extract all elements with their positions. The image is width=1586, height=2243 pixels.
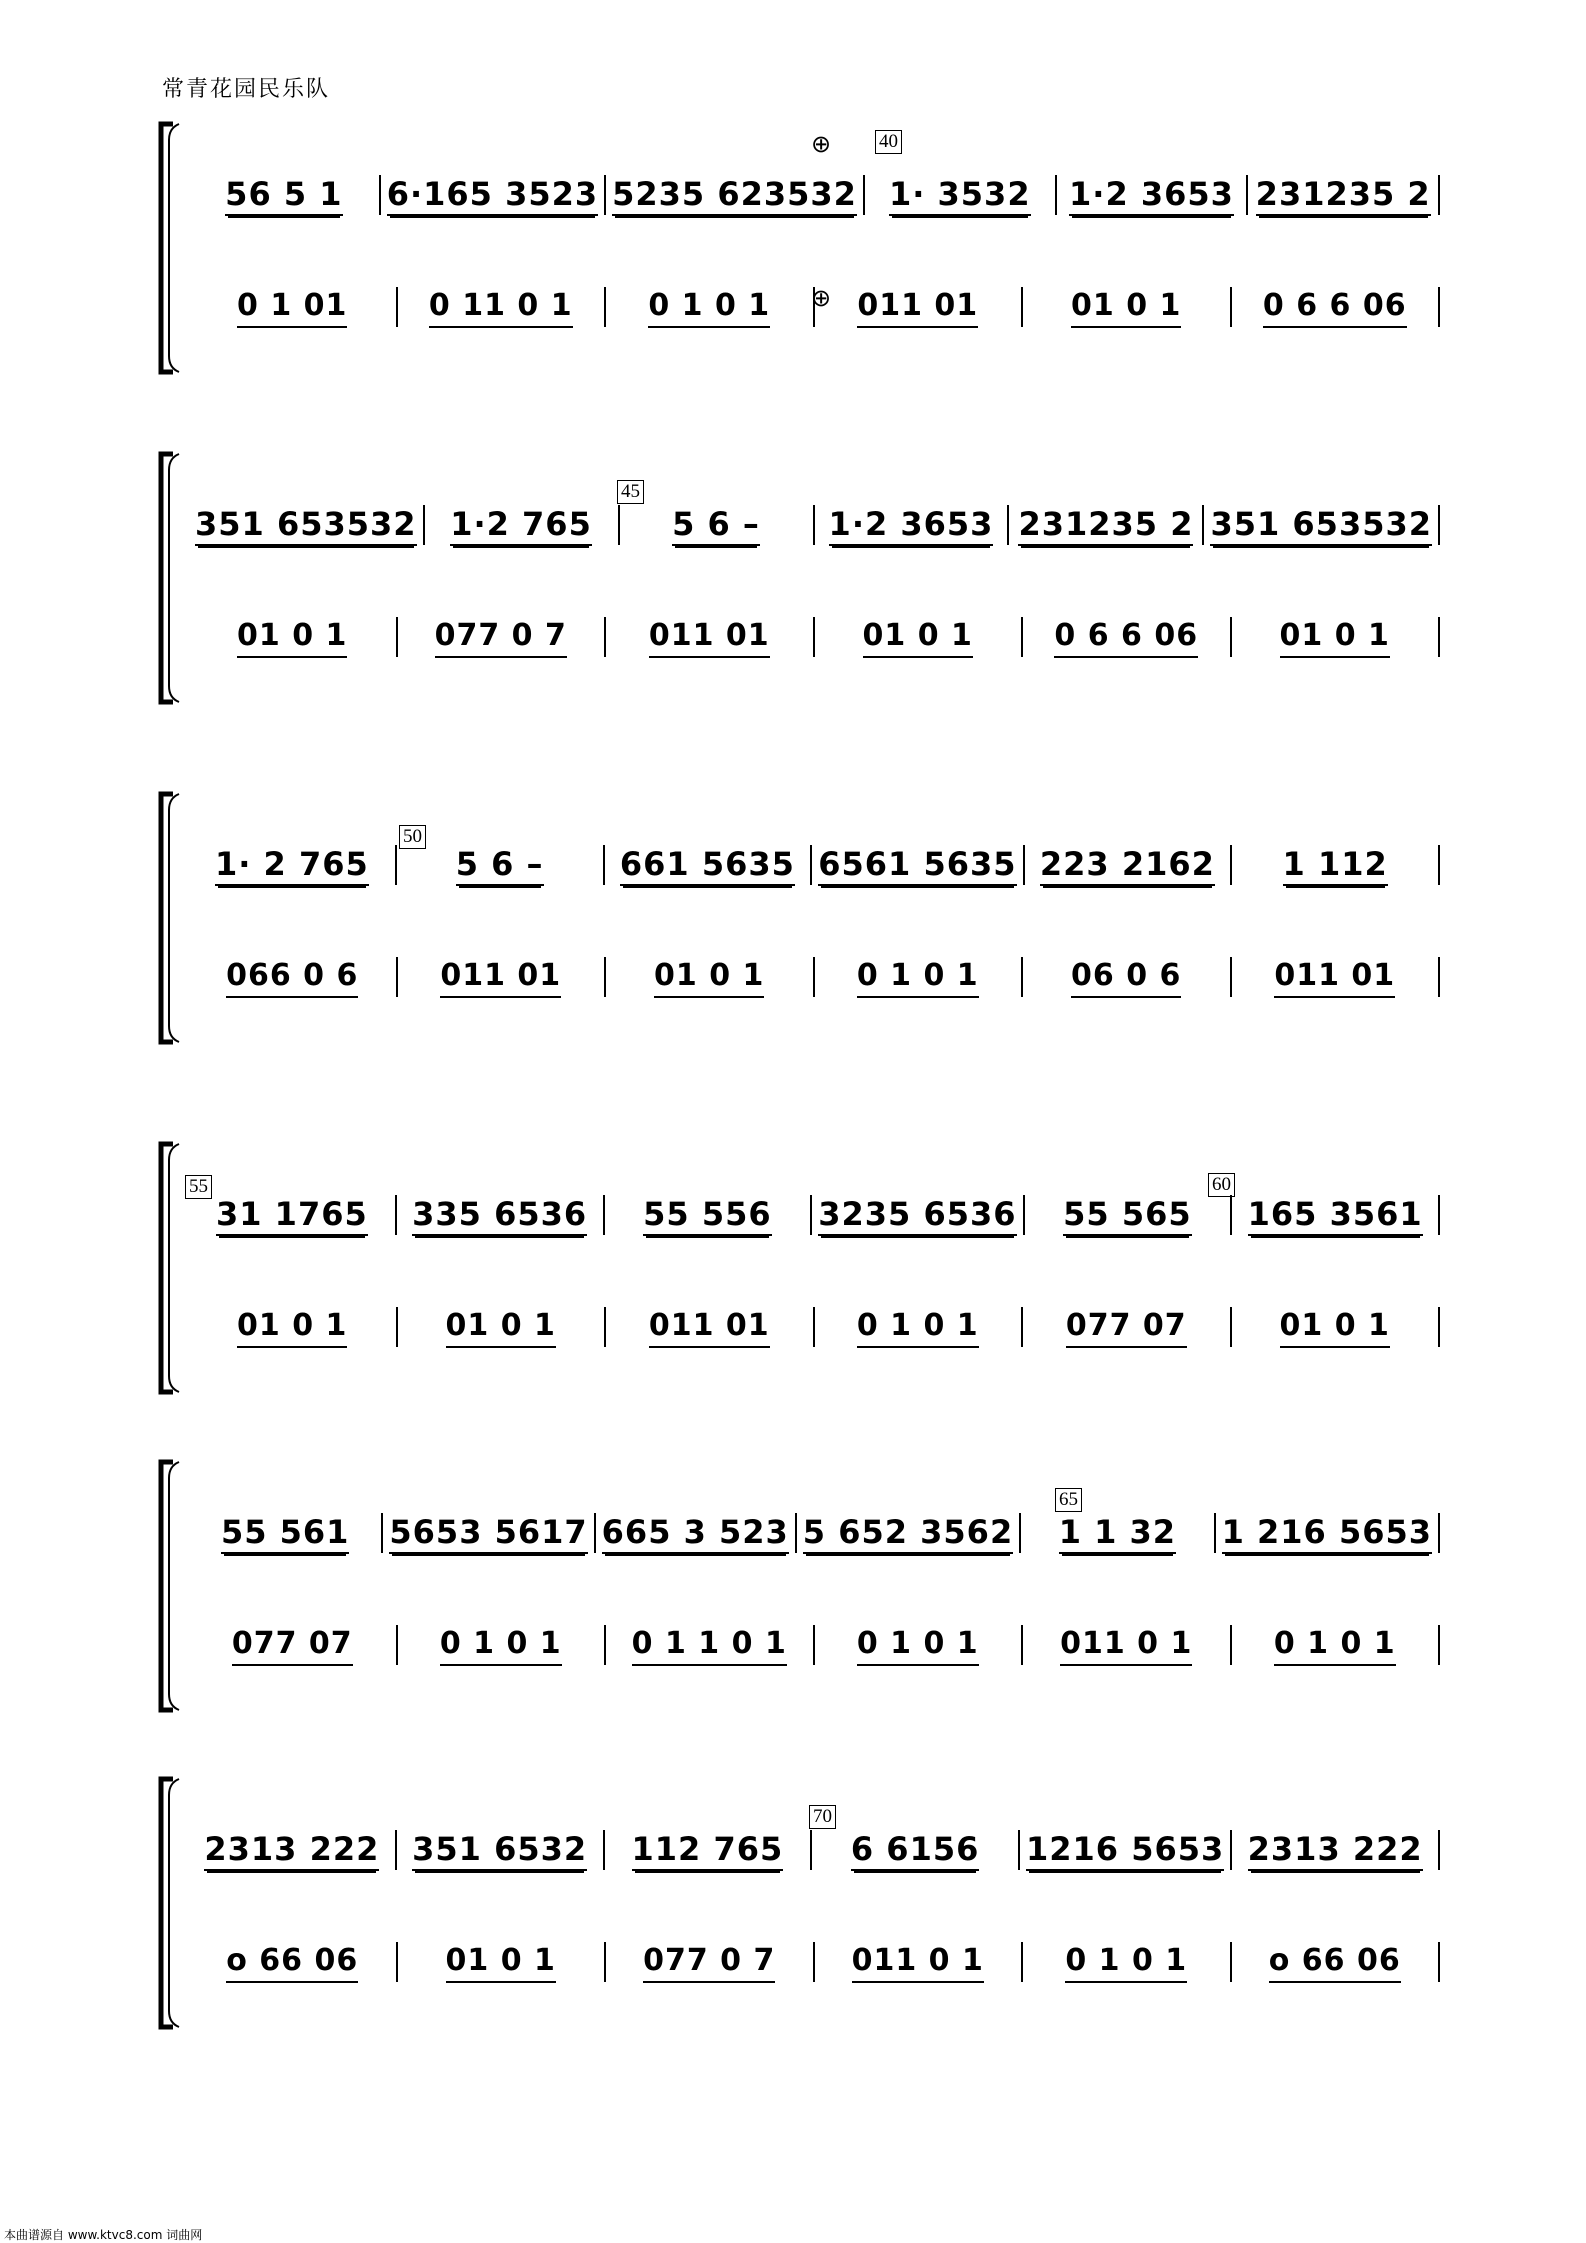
notation: 1·2 765 [450, 504, 592, 546]
measure [1232, 1195, 1440, 1235]
source-footer: 本曲谱源自 www.ktvc8.com 词曲网 [4, 2228, 203, 2242]
system [155, 1775, 1440, 2031]
measure [189, 1195, 397, 1235]
measure [398, 287, 607, 327]
notation: 0 1 0 1 [648, 286, 770, 328]
measure [425, 505, 620, 545]
notation: 01 0 1 [1280, 1306, 1390, 1348]
accompaniment-staff [189, 617, 1440, 657]
notation: 1 1 32 [1059, 1512, 1176, 1554]
rehearsal-mark: 45 [617, 480, 644, 504]
notation: 56 5 1 [225, 174, 342, 216]
system-brace [155, 1458, 181, 1714]
rehearsal-mark: 60 [1208, 1173, 1235, 1197]
notation: 2313 222 [1248, 1829, 1423, 1871]
measure [1232, 1942, 1441, 1982]
notation: 01 0 1 [237, 616, 347, 658]
measure [815, 287, 1024, 327]
system-brace [155, 120, 181, 376]
measure [815, 1942, 1024, 1982]
measure [606, 175, 865, 215]
notation: 0 6 6 06 [1054, 616, 1198, 658]
measure [1232, 845, 1440, 885]
notation: 1·2 3653 [1069, 174, 1234, 216]
notation: 01 0 1 [1071, 286, 1181, 328]
measure [189, 1625, 398, 1665]
notation: 011 01 [857, 286, 978, 328]
measure [398, 1625, 607, 1665]
coda-sign: ⊕ [811, 284, 832, 312]
measure [1232, 957, 1441, 997]
notation: 011 01 [649, 616, 770, 658]
notation: 06 0 6 [1071, 956, 1181, 998]
measure [1232, 617, 1441, 657]
notation: 2313 222 [204, 1829, 379, 1871]
accompaniment-staff [189, 1307, 1440, 1347]
measure [815, 1625, 1024, 1665]
measure [1057, 175, 1249, 215]
measure [189, 1830, 397, 1870]
notation: 165 3561 [1248, 1194, 1423, 1236]
measure [1009, 505, 1204, 545]
notation: 01 0 1 [237, 1306, 347, 1348]
notation: 231235 2 [1018, 504, 1193, 546]
notation: 6·165 3523 [387, 174, 598, 216]
melody-staff [189, 845, 1440, 885]
measure [1025, 1195, 1233, 1235]
melody-staff [189, 505, 1440, 545]
notation: 1216 5653 [1026, 1829, 1224, 1871]
system-brace [155, 1140, 181, 1396]
measure [812, 845, 1024, 885]
measure [815, 617, 1024, 657]
measure [812, 1830, 1020, 1870]
notation: 0 1 0 1 [1274, 1624, 1396, 1666]
measure [397, 845, 605, 885]
rehearsal-mark: 65 [1055, 1488, 1082, 1512]
measure [189, 957, 398, 997]
measure [606, 1307, 815, 1347]
system-brace [155, 790, 181, 1046]
notation: 01 0 1 [863, 616, 973, 658]
measure [398, 617, 607, 657]
notation: 011 01 [1274, 956, 1395, 998]
measure [1023, 1625, 1232, 1665]
melody-staff [189, 1195, 1440, 1235]
measure [1248, 175, 1440, 215]
measure [1216, 1513, 1440, 1553]
system [155, 1140, 1440, 1396]
notation: 0 11 0 1 [429, 286, 573, 328]
measure [596, 1513, 797, 1553]
notation: 55 561 [221, 1512, 349, 1554]
notation: 0 1 0 1 [857, 956, 979, 998]
melody-staff [189, 175, 1440, 215]
notation: 011 0 1 [852, 1941, 984, 1983]
notation: 5 652 3562 [803, 1512, 1013, 1554]
notation: 231235 2 [1256, 174, 1431, 216]
notation: 3235 6536 [818, 1194, 1016, 1236]
notation: 011 01 [440, 956, 561, 998]
measure [606, 617, 815, 657]
notation: 01 0 1 [654, 956, 764, 998]
notation: 5235 623532 [612, 174, 857, 216]
measure [606, 1942, 815, 1982]
accompaniment-staff [189, 957, 1440, 997]
rehearsal-mark: 55 [185, 1175, 212, 1199]
measure [189, 617, 398, 657]
measure [383, 1513, 595, 1553]
notation: o 66 06 [226, 1941, 358, 1983]
notation: 55 556 [643, 1194, 771, 1236]
system [155, 1458, 1440, 1714]
measure [1023, 957, 1232, 997]
notation: 1· 2 765 [215, 844, 369, 886]
accompaniment-staff [189, 1625, 1440, 1665]
rehearsal-mark: 40 [875, 130, 902, 154]
notation: 665 3 523 [602, 1512, 789, 1554]
measure [1023, 617, 1232, 657]
measure [605, 845, 813, 885]
measure [865, 175, 1057, 215]
measure [606, 957, 815, 997]
notation: 0 1 1 0 1 [632, 1624, 787, 1666]
rehearsal-mark: 70 [809, 1805, 836, 1829]
notation: 0 1 0 1 [857, 1624, 979, 1666]
notation: 077 0 7 [435, 616, 567, 658]
measure [815, 505, 1010, 545]
measure [606, 287, 815, 327]
notation: 6561 5635 [818, 844, 1016, 886]
measure [1232, 1830, 1440, 1870]
rehearsal-mark: 50 [399, 825, 426, 849]
measure [1232, 287, 1441, 327]
measure [398, 957, 607, 997]
notation: 0 1 01 [237, 286, 347, 328]
measure [605, 1195, 813, 1235]
measure [1020, 1830, 1232, 1870]
notation: 066 0 6 [226, 956, 358, 998]
measure [189, 1942, 398, 1982]
notation: 077 07 [232, 1624, 353, 1666]
measure [189, 175, 381, 215]
notation: 31 1765 [216, 1194, 368, 1236]
measure [189, 287, 398, 327]
notation: 335 6536 [412, 1194, 587, 1236]
notation: 351 653532 [195, 504, 417, 546]
measure [1021, 1513, 1215, 1553]
band-name: 常青花园民乐队 [162, 77, 331, 102]
measure [381, 175, 606, 215]
system-brace [155, 450, 181, 706]
notation: 223 2162 [1040, 844, 1215, 886]
notation: 01 0 1 [1280, 616, 1390, 658]
measure [1232, 1307, 1441, 1347]
measure [1023, 1942, 1232, 1982]
notation: o 66 06 [1269, 1941, 1401, 1983]
measure [1023, 287, 1232, 327]
notation: 351 653532 [1210, 504, 1432, 546]
measure [189, 845, 397, 885]
notation: 5 6 – [456, 844, 544, 886]
notation: 661 5635 [620, 844, 795, 886]
notation: 011 0 1 [1060, 1624, 1192, 1666]
accompaniment-staff [189, 1942, 1440, 1982]
notation: 01 0 1 [446, 1941, 556, 1983]
notation: 5653 5617 [389, 1512, 587, 1554]
melody-staff [189, 1513, 1440, 1553]
notation: 077 07 [1066, 1306, 1187, 1348]
measure [815, 957, 1024, 997]
measure [797, 1513, 1021, 1553]
notation: 0 1 0 1 [440, 1624, 562, 1666]
measure [1023, 1307, 1232, 1347]
notation: 01 0 1 [446, 1306, 556, 1348]
coda-sign: ⊕ [811, 130, 832, 158]
measure [189, 1513, 383, 1553]
system [155, 450, 1440, 706]
notation: 077 0 7 [643, 1941, 775, 1983]
measure [397, 1830, 605, 1870]
measure [398, 1942, 607, 1982]
notation: 0 6 6 06 [1263, 286, 1407, 328]
system-brace [155, 1775, 181, 2031]
measure [606, 1625, 815, 1665]
notation: 0 1 0 1 [1065, 1941, 1187, 1983]
melody-staff [189, 1830, 1440, 1870]
notation: 112 765 [632, 1829, 784, 1871]
notation: 0 1 0 1 [857, 1306, 979, 1348]
measure [397, 1195, 605, 1235]
measure [189, 1307, 398, 1347]
notation: 1·2 3653 [829, 504, 994, 546]
measure [1025, 845, 1233, 885]
notation: 1 112 [1283, 844, 1388, 886]
measure [620, 505, 815, 545]
notation: 6 6156 [851, 1829, 979, 1871]
notation: 55 565 [1063, 1194, 1191, 1236]
system [155, 790, 1440, 1046]
measure [398, 1307, 607, 1347]
measure [1232, 1625, 1441, 1665]
measure [1204, 505, 1440, 545]
notation: 351 6532 [412, 1829, 587, 1871]
measure [815, 1307, 1024, 1347]
measure [812, 1195, 1024, 1235]
measure [189, 505, 425, 545]
measure [605, 1830, 813, 1870]
system [155, 120, 1440, 376]
notation: 011 01 [649, 1306, 770, 1348]
notation: 1· 3532 [889, 174, 1031, 216]
notation: 1 216 5653 [1222, 1512, 1432, 1554]
notation: 5 6 – [672, 504, 760, 546]
